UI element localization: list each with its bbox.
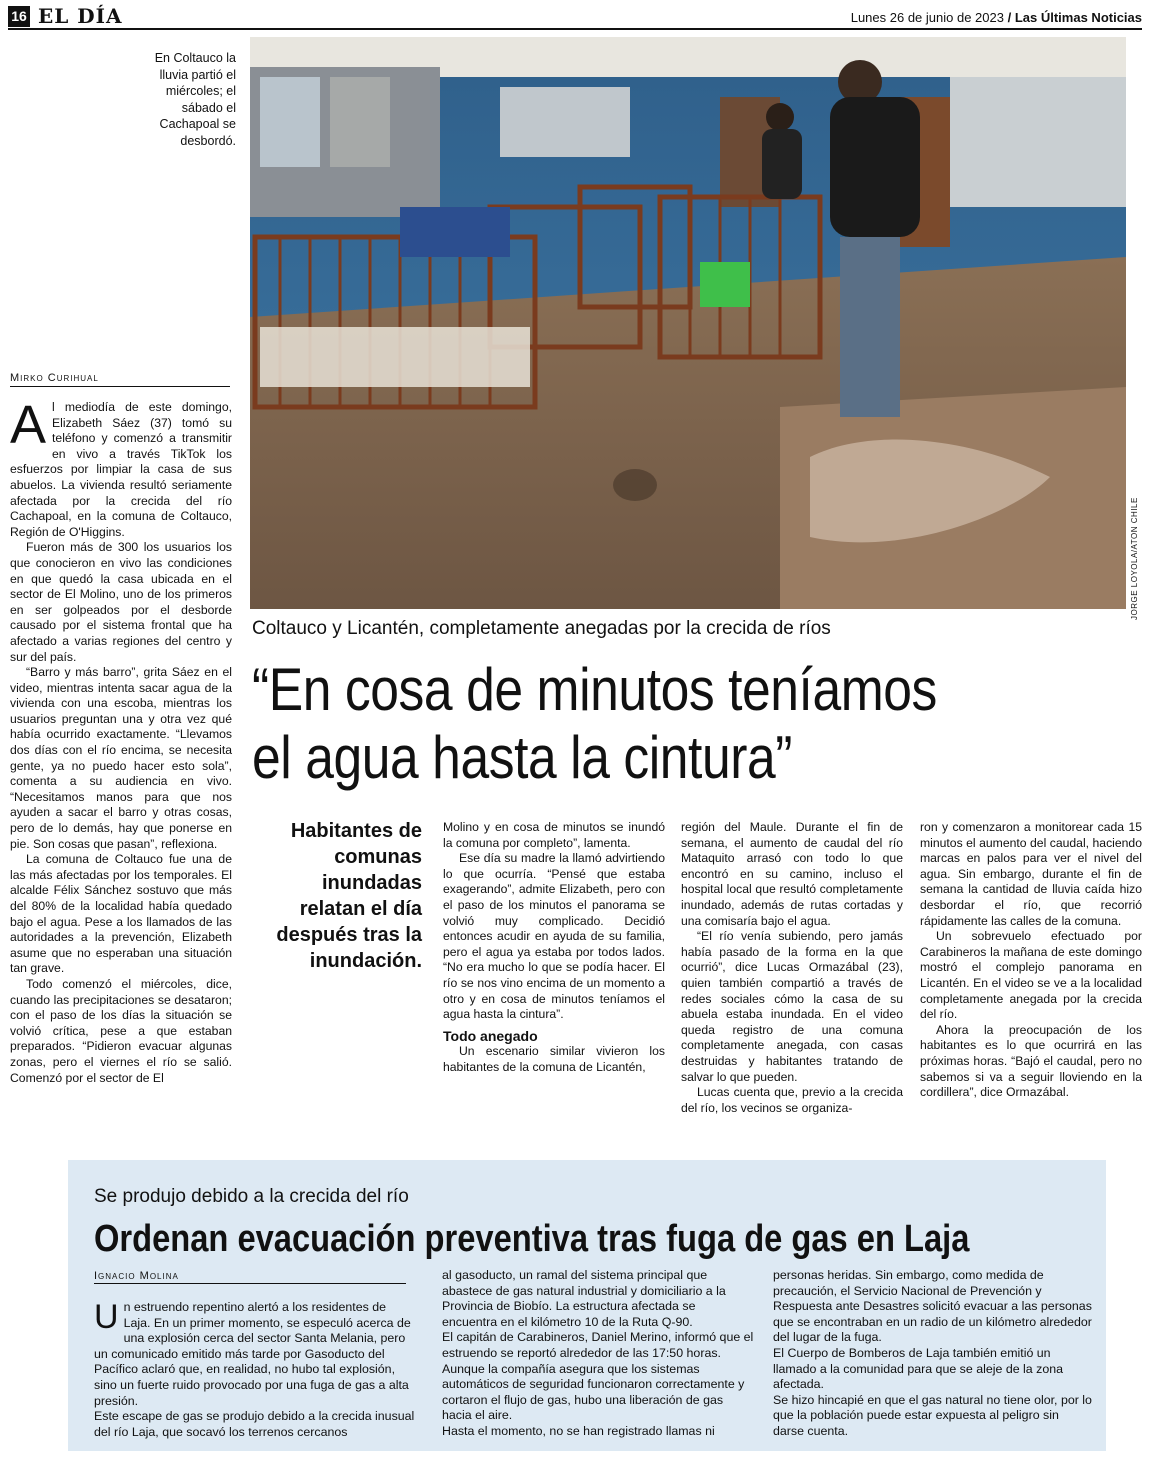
byline: Mirko Curihual: [10, 372, 230, 387]
paragraph: región del Maule. Durante el fin de semana, el aumento de caudal del río Mataquito arrasó con todo lo que encontró en su camino, incluso el hospital local que resultó completamente inundado, además de rutas cortadas y una comisaría bajo el agua.: [681, 820, 903, 928]
paragraph: Un escenario similar vivieron los habitantes de la comuna de Licantén,: [443, 1044, 665, 1074]
paragraph: Un estruendo repentino alertó a los residentes de Laja. En un primer momento, se especuló acerca de una explosión cerca del sector Santa Melania, pero un comunicado emitido más tarde por Gasoducto del Pacífico aclaró que, en realidad, no hubo tal explosión, sino un fuerte ruido provocado por una fuga de gas a alta presión.: [94, 1298, 411, 1408]
drop-cap: U: [94, 1298, 119, 1336]
paragraph: Ese día su madre la llamó advirtiendo lo que ocurría. “Pensé que estaba exagerando”, admite Elizabeth, pero con el paso de los minutos el panorama se volvió muy complicado. Decidió entonces acudir en ayuda de su familia, pero el agua ya estaba por todos lados. “No era mucho lo que se podía hacer. El río se nos vino encima de un momento a otro y en cosa de minutos teníamos el agua hasta la cintura”.: [443, 851, 665, 1022]
paragraph: Ahora la preocupación de los habitantes es lo que ocurrirá en las próximas horas. “Bajó el caudal, pero no sabemos si va a seguir lloviendo en la cordillera”, dice Ormazábal.: [920, 1022, 1142, 1100]
paragraph: “El río venía subiendo, pero jamás había pasado de la forma en la que ocurrió”, dice Lucas Ormazábal (23), quien también compartió a través de redes sociales cómo la casa de su abuela estaba inundada. En el video queda registro de una comuna completamente anegada, con casas destruidas y habitantes tratando de salvar lo que pueden.: [681, 929, 903, 1084]
photo-credit: [1128, 470, 1144, 620]
page-header: [8, 4, 1142, 30]
article-column-3: [920, 820, 1142, 1101]
box-column-3: [773, 1268, 1093, 1440]
paragraph: Fueron más de 300 los usuarios los que conocieron en vivo las condiciones en que quedó la casa ubicada en el sector de El Molino, uno de los primeros en ser golpeados por el desborde causado por el sistema frontal que ha afectado a varias regiones del centro y sur del país.: [10, 540, 232, 664]
photo-caption: En Coltauco la lluvia partió el miércoles; el sábado el Cachapoal se desbordó.: [154, 51, 236, 148]
issue-date: Lunes 26 de junio de 2023: [850, 10, 1004, 25]
article-column-2: [681, 820, 903, 1116]
paragraph: personas heridas. Sin embargo, como medida de precaución, el Servicio Nacional de Prevención y Respuesta ante Desastres solicitó evacuar a las personas que se encontraban en un radio de un kilómetro alrededor del lugar de la fuga.: [773, 1268, 1092, 1345]
box-column-2: [442, 1268, 754, 1440]
article-column-1: [443, 820, 665, 1076]
paragraph: Se hizo hincapié en que el gas natural no tiene olor, por lo que la población puede estar expuesta al peligro sin darse cuenta.: [773, 1392, 1092, 1438]
paragraph: Hasta el momento, no se han registrado llamas ni: [442, 1423, 715, 1438]
paragraph: Este escape de gas se produjo debido a la crecida inusual del río Laja, que socavó los terrenos cercanos: [94, 1409, 415, 1439]
article-headline: [252, 656, 1129, 792]
paragraph: Un sobrevuelo efectuado por Carabineros la mañana de este domingo mostró el complejo panorama en Licantén. En el video se ve a la localidad completamente anegada por la crecida del río.: [920, 929, 1142, 1022]
subhead: Todo anegado: [443, 1027, 538, 1044]
newspaper-name: Las Últimas Noticias: [1014, 10, 1142, 25]
section-title: EL DÍA: [38, 4, 123, 28]
paragraph: El Cuerpo de Bomberos de Laja también emitió un llamado a la comunidad para que se aleje de la zona afectada.: [773, 1345, 1064, 1392]
page-number: 16: [8, 6, 30, 27]
box-kicker: Se produjo debido a la crecida del río: [94, 1186, 409, 1207]
flooded-nursery-illustration: [250, 37, 1126, 609]
paragraph: “Barro y más barro”, grita Sáez en el video, mientras intenta sacar agua de la vivienda con una escoba, mientras los usuarios preguntan una y otra vez qué había ocurrido exactamente. “Llevamos dos días con el río encima, se necesita gente, ya no puedo hacer esto sola”, comenta a su audiencia en vivo. “Necesitamos manos para que nos ayuden a sacar el barro y otras cosas, pero de lo demás, hay que ponerse en pie. Son cosas que pasan”, reflexiona.: [10, 665, 232, 851]
paragraph: Molino y en cosa de minutos se inundó la comuna por completo”, lamenta.: [443, 820, 665, 850]
photo-credit-text: JORGE LOYOLA/ATON CHILE: [1130, 497, 1139, 620]
paragraph: La comuna de Coltauco fue una de las más afectadas por los temporales. El alcalde Félix Sánchez sostuvo que más del 80% de la localidad había quedado bajo el agua. Pese a los llamados de las autoridades a la prevención, Elizabeth asume que no esperaban una situación tan grave.: [10, 852, 232, 976]
headline-line: “En cosa de minutos teníamos: [252, 656, 937, 723]
article-kicker: Coltauco y Licantén, completamente anegadas por la crecida de ríos: [252, 618, 831, 639]
drop-cap: A: [10, 395, 47, 455]
headline-line: el agua hasta la cintura”: [252, 724, 792, 791]
paragraph: al gasoducto, un ramal del sistema principal que abastece de gas natural industrial y domiciliario a la Provincia de Biobío. La estructura afectada se encuentra en el kilómetro 10 de la Ruta Q-90.: [442, 1268, 726, 1329]
dateline: [851, 10, 1142, 25]
paragraph: Al mediodía de este domingo, Elizabeth Sáez (37) tomó su teléfono y comenzó a transmitir en vivo a través TikTok los esfuerzos por limpiar la casa de sus abuelos. La vivienda resultó seriamente afectada por la crecida del río Cachapoal, en la comuna de Coltauco, Región de O'Higgins.: [10, 395, 232, 539]
news-photo: [250, 37, 1126, 609]
dateline-separator: /: [1007, 10, 1012, 25]
paragraph: ron y comenzaron a monitorear cada 15 minutos el aumento del caudal, haciendo marcas en palos para ver el nivel del agua. Sin embargo, durante el fin de semana la cantidad de lluvia caída hizo desbordar el río, que recorrió rápidamente las calles de la comuna.: [920, 820, 1142, 928]
box-byline: Ignacio Molina: [94, 1270, 406, 1284]
paragraph: El capitán de Carabineros, Daniel Merino, informó que el estruendo se reportó alrededor de las 17:50 horas. Aunque la compañía asegura que los sistemas automáticos de seguridad funcionaron correctamente y cortaron el flujo de gas, hubo una liberación de gas hacia el aire.: [442, 1330, 754, 1423]
box-headline: Ordenan evacuación preventiva tras fuga de gas en Laja: [94, 1218, 970, 1260]
article-deck: Habitantes de comunas inundadas relatan el día después tras la inundación.: [276, 820, 422, 972]
paragraph: Todo comenzó el miércoles, dice, cuando las precipitaciones se desataron; con el paso de los días la situación se volvió crítica, pese a que estaban preparados. “Pidieron evacuar algunas zonas, pero el viernes el río se salió. Comenzó por el sector de El: [10, 976, 232, 1085]
article-left-column: [10, 395, 232, 1086]
paragraph: Lucas cuenta que, previo a la crecida del río, los vecinos se organiza-: [681, 1085, 903, 1115]
box-column-1: [94, 1300, 416, 1440]
